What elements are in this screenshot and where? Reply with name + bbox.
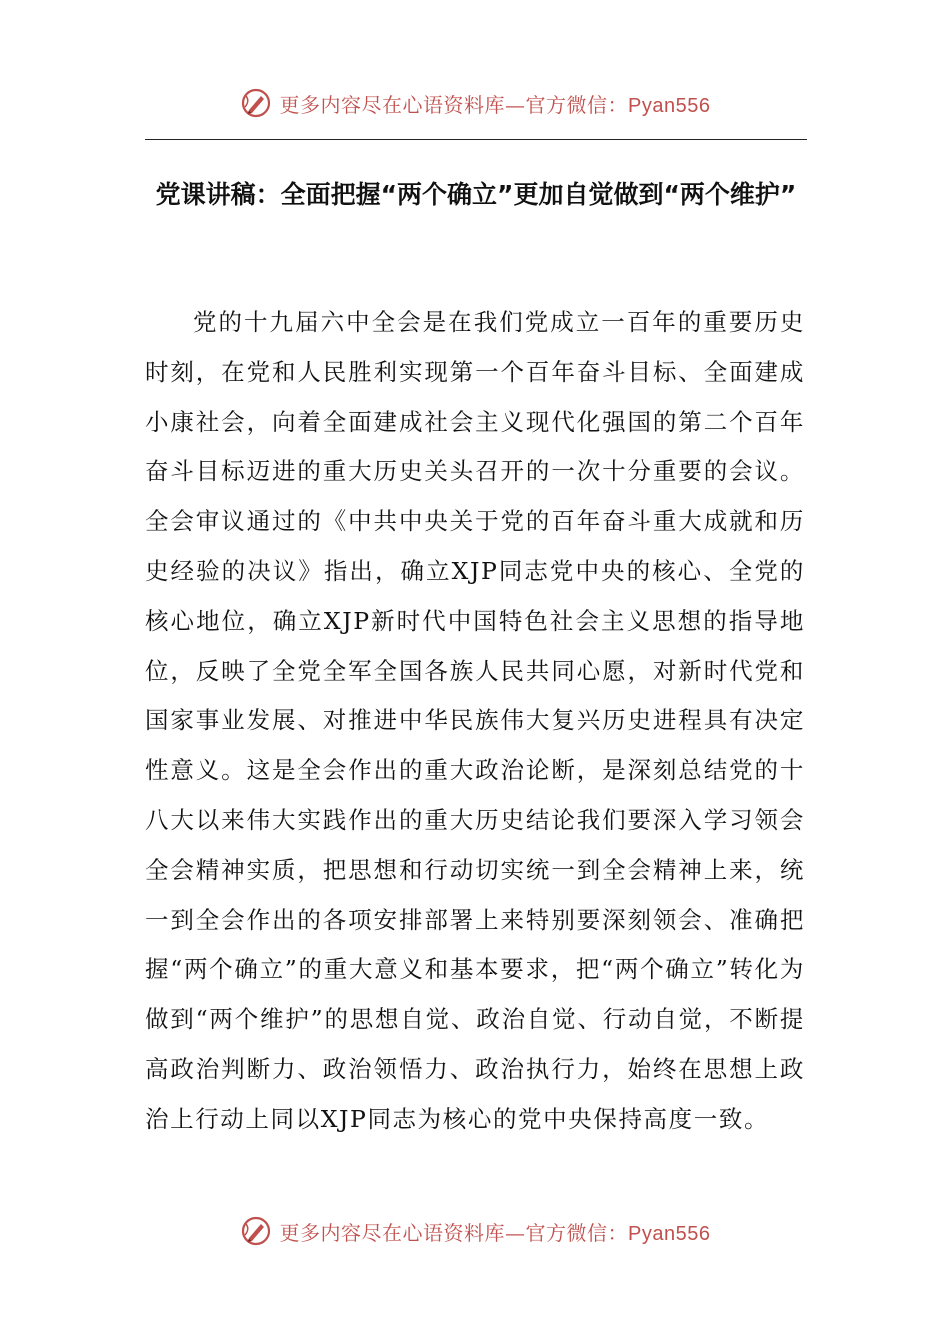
footer-watermark bbox=[0, 1211, 950, 1251]
pen-logo-icon bbox=[240, 1215, 272, 1247]
header-separator: — bbox=[505, 92, 526, 117]
document-title: 党课讲稿：全面把握“两个确立”更加自觉做到“两个维护” bbox=[155, 180, 797, 209]
pen-logo-icon bbox=[240, 87, 272, 119]
header-watermark bbox=[0, 83, 950, 123]
footer-brand-text: 更多内容尽在心语资料库 bbox=[279, 1220, 506, 1245]
header-wechat-label: 官方微信： bbox=[525, 92, 629, 117]
footer-separator: — bbox=[505, 1220, 526, 1245]
body-paragraph: 党的十九届六中全会是在我们党成立一百年的重要历史时刻，在党和人民胜利实现第一个百年奋斗目标、全面建成小康社会，向着全面建成社会主义现代化强国的第二个百年奋斗目标迈进的重大历史关头召开的一次十分重要的会议。全会审议通过的《中共中央关于党的百年奋斗重大成就和历史经验的决议》指出，确立XJP同志党中央的核心、全党的核心地位，确立XJP新时代中国特色社会主义思想的指导地位，反映了全党全军全国各族人民共同心愿，对新时代党和国家事业发展、对推进中华民族伟大复兴历史进程具有决定性意义。这是全会作出的重大政治论断，是深刻总结党的十八大以来伟大实践作出的重大历史结论我们要深入学习领会全会精神实质，把思想和行动切实统一到全会精神上来，统一到全会作出的各项安排部署上来特别要深刻领会、准确把握“两个确立”的重大意义和基本要求，把“两个确立”转化为做到“两个维护”的思想自觉、政治自觉、行动自觉，不断提高政治判断力、政治领悟力、政治执行力，始终在思想上政治上行动上同以XJP同志为核心的党中央保持高度一致。 bbox=[145, 308, 805, 1133]
header-wechat-handle: Pyan556 bbox=[628, 94, 711, 117]
header-brand-text: 更多内容尽在心语资料库 bbox=[279, 92, 506, 117]
header-divider bbox=[145, 139, 807, 140]
footer-wechat-label: 官方微信： bbox=[525, 1220, 629, 1245]
footer-wechat-handle: Pyan556 bbox=[628, 1222, 711, 1245]
